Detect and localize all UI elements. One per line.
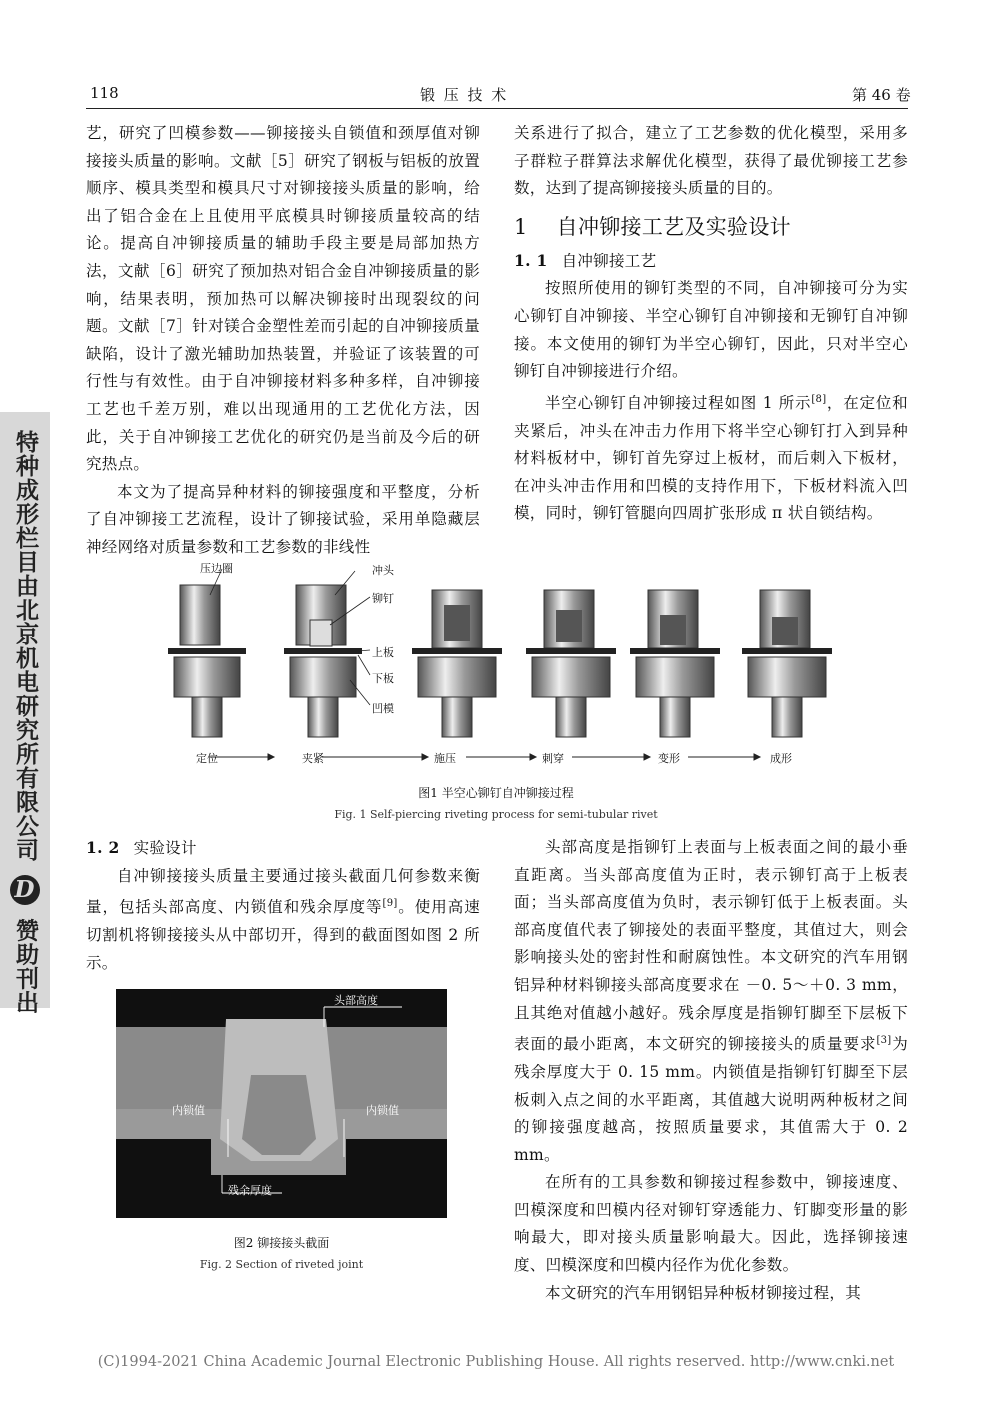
text-run: 头部高度是指铆钉上表面与上板表面之间的最小垂直距离。当头部高度值为正时，表示铆钉高于上板表面；当头部高度值为负时，表示铆钉低于上板表面。头部高度值代表了铆接处的表面平整度，其值过大，则会影响接头处的密封性和耐腐蚀性。本文研究的汽车用钢铝异种材料铆接头部高度要求在 －0. 5～＋0. 3 mm，且其绝对值越小越好。残余厚度是指铆钉脚至下层板下表面的最小距离，本文研究的铆接接头的质量要求 xyxy=(514,838,908,1054)
paragraph: 关系进行了拟合，建立了工艺参数的优化模型，采用多子群粒子群算法求解优化模型，获得了最优铆接工艺参数，达到了提高铆接接头质量的目的。 xyxy=(514,124,908,198)
right-column-top xyxy=(514,120,908,528)
stage-label: 成形 xyxy=(770,752,792,765)
left-column-bottom xyxy=(86,834,480,977)
paragraph: 本文研究的汽车用钢铝异种板材铆接过程，其 xyxy=(545,1283,862,1302)
figure-1-diagram xyxy=(160,555,840,775)
label-blank-holder: 压边圈 xyxy=(200,562,233,575)
stage-label: 变形 xyxy=(658,752,680,765)
copyright-footer: (C)1994-2021 China Academic Journal Electronic Publishing House. All rights reserved. http://www.cnki.net xyxy=(97,1354,895,1370)
side-banner-text xyxy=(8,430,42,1014)
section-number: 1 xyxy=(514,214,528,239)
subsection-title: 自冲铆接工艺 xyxy=(561,251,657,270)
header-rule xyxy=(86,108,908,109)
paragraph: 本文为了提高异种材料的铆接强度和平整度，分析了自冲铆接工艺流程，设计了铆接试验，采用单隐藏层神经网络对质量参数和工艺参数的非线性 xyxy=(86,482,480,556)
label-upper-sheet: 上板 xyxy=(372,646,394,659)
paragraph: 艺，研究了凹模参数——铆接接头自锁值和颈厚值对铆接接头质量的影响。文献［5］研究了钢板与铝板的放置顺序、模具类型和模具尺寸对铆接接头质量的影响，给出了铝合金在上且使用平底模具时铆接质量较高的结论。提高自冲铆接质量的辅助手段主要是局部加热方法，文献［6］研究了预加热对铝合金自冲铆接质量的影响，结果表明，预加热可以解决铆接时出现裂纹的问题。文献［7］针对镁合金塑性差而引起的自冲铆接质量缺陷，设计了激光辅助加热装置，并验证了该装置的可行性与有效性。由于自冲铆接材料多种多样，自冲铆接工艺也千差万别，难以出现通用的工艺优化方法，因此，关于自冲铆接工艺优化的研究仍是当前及今后的研究热点。 xyxy=(86,124,480,474)
figure-1-caption-en: Fig. 1 Self-piercing riveting process for semi-tubular rivet xyxy=(334,808,658,821)
side-banner-tail: 赞助刊出 xyxy=(12,918,39,1015)
volume: 第 46 卷 xyxy=(852,86,911,104)
label-head-height: 头部高度 xyxy=(334,994,378,1007)
text-run: 。使用高速切割机将铆接接头从中部切开，得到的截面图如图 2 所示。 xyxy=(86,898,480,972)
subsection-heading xyxy=(86,834,480,863)
figure-1-caption: 图1 半空心铆钉自冲铆接过程 xyxy=(418,786,574,800)
stage-label: 施压 xyxy=(434,752,456,765)
subsection-heading xyxy=(514,247,908,276)
side-banner-main: 特种成形栏目由北京机电研究所有限公司 xyxy=(12,430,39,862)
text-run: 为残余厚度大于 0. 15 mm。内锁值是指铆钉钉脚至下层板刺入点之间的水平距离，其值越大说明两种板材之间的铆接强度越高，按照质量要求，其值需大于 0. 2 mm。 xyxy=(514,1035,908,1164)
text-run: 自冲铆接接头质量主要通过接头截面几何参数来衡量，包括头部高度、内锁值和残余厚度等 xyxy=(86,866,480,917)
stage-5-drawing xyxy=(630,590,720,737)
citation: [3] xyxy=(876,1035,892,1047)
section-heading xyxy=(514,207,908,247)
citation: [9] xyxy=(382,898,398,910)
journal-title: 锻 压 技 术 xyxy=(420,86,509,104)
paragraph: 按照所使用的铆钉类型的不同，自冲铆接可分为实心铆钉自冲铆接、半空心铆钉自冲铆接和无铆钉自冲铆接。本文使用的铆钉为半空心铆钉，因此，只对半空心铆钉自冲铆接进行介绍。 xyxy=(514,279,908,381)
section-title: 自冲铆接工艺及实验设计 xyxy=(556,214,791,239)
label-die: 凹模 xyxy=(372,702,394,715)
stage-2-drawing xyxy=(284,585,362,737)
right-column-bottom xyxy=(514,834,908,1307)
stage-1-drawing xyxy=(168,585,246,737)
page-number: 118 xyxy=(90,84,119,102)
paragraph xyxy=(514,386,908,528)
stage-label: 夹紧 xyxy=(302,752,324,765)
label-interlock-left: 内锁值 xyxy=(172,1104,205,1117)
text-run: ，在定位和夹紧后，冲头在冲击力作用下将半空心铆钉打入到异种材料板材中，铆钉首先穿过上板材，而后刺入下板材，在冲头冲击作用和凹模的支持作用下，下板材料流入凹模，同时，铆钉管腿向四周扩张形成 π 状自锁结构。 xyxy=(514,393,908,523)
subsection-title: 实验设计 xyxy=(133,839,197,857)
stage-3-drawing xyxy=(412,590,502,737)
label-punch: 冲头 xyxy=(372,564,394,577)
side-banner-logo: D xyxy=(10,875,40,905)
paragraph xyxy=(86,863,480,978)
label-lower-sheet: 下板 xyxy=(372,672,394,685)
left-column-top xyxy=(86,120,480,562)
subsection-number: 1. 1 xyxy=(514,250,548,270)
label-residual-thickness: 残余厚度 xyxy=(228,1184,272,1197)
stage-label: 刺穿 xyxy=(542,752,564,765)
citation: [8] xyxy=(811,393,827,405)
stage-6-drawing xyxy=(742,590,832,737)
paragraph xyxy=(514,834,908,1169)
stage-4-drawing xyxy=(526,590,616,737)
figure-2-caption: 图2 铆接接头截面 xyxy=(233,1236,330,1250)
figure-2-caption-en: Fig. 2 Section of riveted joint xyxy=(199,1258,364,1271)
label-interlock-right: 内锁值 xyxy=(366,1104,399,1117)
text-run: 半空心铆钉自冲铆接过程如图 1 所示 xyxy=(545,393,812,412)
label-rivet: 铆钉 xyxy=(372,592,394,605)
paragraph: 在所有的工具参数和铆接过程参数中，铆接速度、凹模深度和凹模内径对铆钉穿透能力、钉脚变形量的影响最大，即对接头质量影响最大。因此，选择铆接速度、凹模深度和凹模内径作为优化参数。 xyxy=(514,1173,908,1275)
stage-label: 定位 xyxy=(196,752,218,765)
subsection-number: 1. 2 xyxy=(86,838,120,857)
